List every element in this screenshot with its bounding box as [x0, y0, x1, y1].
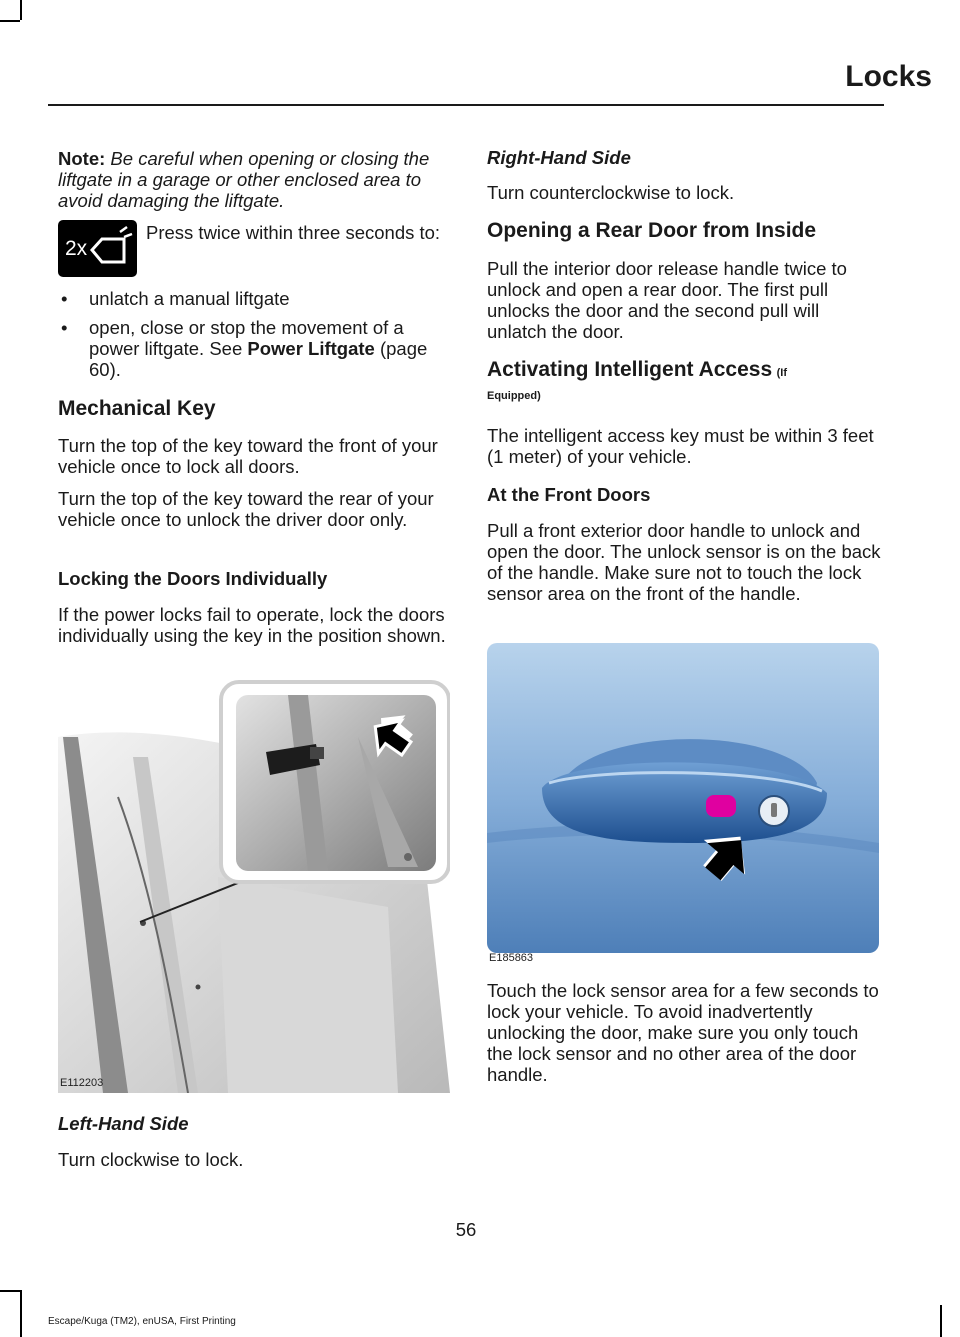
note-text: Be careful when opening or closing the liftgate in a garage or other enclosed area to avoid damaging the liftgate.	[58, 148, 430, 211]
page-reference: (page 60).	[89, 338, 428, 380]
paragraph: Turn the top of the key toward the front of your vehicle once to lock all doors.	[58, 435, 438, 477]
section-heading: Mechanical Key	[58, 397, 216, 420]
figure-code: E112203	[60, 1077, 104, 1089]
figure-code: E185863	[489, 952, 534, 964]
crop-mark	[20, 1290, 22, 1337]
bullet-list	[58, 288, 450, 388]
cross-reference-link[interactable]: Power Liftgate	[247, 338, 375, 359]
paragraph: Pull a front exterior door handle to unlock and open the door. The unlock sensor is on the back of the handle. Make sure not to touch the lock sensor area on the front of the handle.	[487, 520, 881, 604]
section-heading: Activating Intelligent Access	[487, 358, 773, 381]
paragraph: Touch the lock sensor area for a few seconds to lock your vehicle. To avoid inadvertently unlocking the door, make sure you only touch the lock sensor and no other area of the door handle.	[487, 980, 879, 1085]
paragraph: Pull the interior door release handle twice to unlock and open a rear door. The first pull unlocks the door and the second pull will unlatch the door.	[487, 258, 847, 342]
subsection-heading: At the Front Doors	[487, 484, 651, 505]
press-text: Press twice within three seconds to:	[146, 222, 441, 243]
footer-text: Escape/Kuga (TM2), enUSA, First Printing	[48, 1316, 236, 1327]
door-handle-illustration	[487, 643, 879, 968]
bullet-text: open, close or stop the movement of a power liftgate. See	[89, 317, 404, 359]
bullet-text: unlatch a manual liftgate	[89, 288, 290, 309]
subsection-heading: Right-Hand Side	[487, 147, 631, 168]
header-divider	[48, 104, 884, 106]
page-title: Locks	[845, 60, 932, 93]
crop-mark	[940, 1305, 942, 1337]
list-item	[58, 288, 450, 309]
paragraph: The intelligent access key must be within 3 feet (1 meter) of your vehicle.	[487, 425, 874, 467]
subsection-heading: Left-Hand Side	[58, 1113, 189, 1134]
section-heading: Opening a Rear Door from Inside	[487, 219, 817, 242]
crop-mark	[0, 20, 20, 22]
section-heading-group	[487, 358, 882, 382]
note-label: Note:	[58, 148, 106, 169]
press-twice-icon	[58, 220, 137, 277]
note-paragraph	[58, 148, 450, 211]
qualifier: Equipped)	[487, 390, 541, 402]
icon-label: 2x	[65, 237, 88, 260]
list-item	[58, 317, 450, 380]
paragraph: Turn clockwise to lock.	[58, 1149, 244, 1170]
qualifier: (If	[776, 367, 787, 379]
key-lock-illustration	[58, 677, 450, 1093]
page-number: 56	[455, 1219, 477, 1240]
crop-mark	[20, 0, 22, 20]
paragraph: If the power locks fail to operate, lock the doors individually using the key in the position shown.	[58, 604, 446, 646]
subsection-heading: Locking the Doors Individually	[58, 568, 328, 589]
paragraph: Turn the top of the key toward the rear of your vehicle once to unlock the driver door only.	[58, 488, 434, 530]
crop-mark	[0, 1290, 20, 1292]
paragraph: Turn counterclockwise to lock.	[487, 182, 735, 203]
